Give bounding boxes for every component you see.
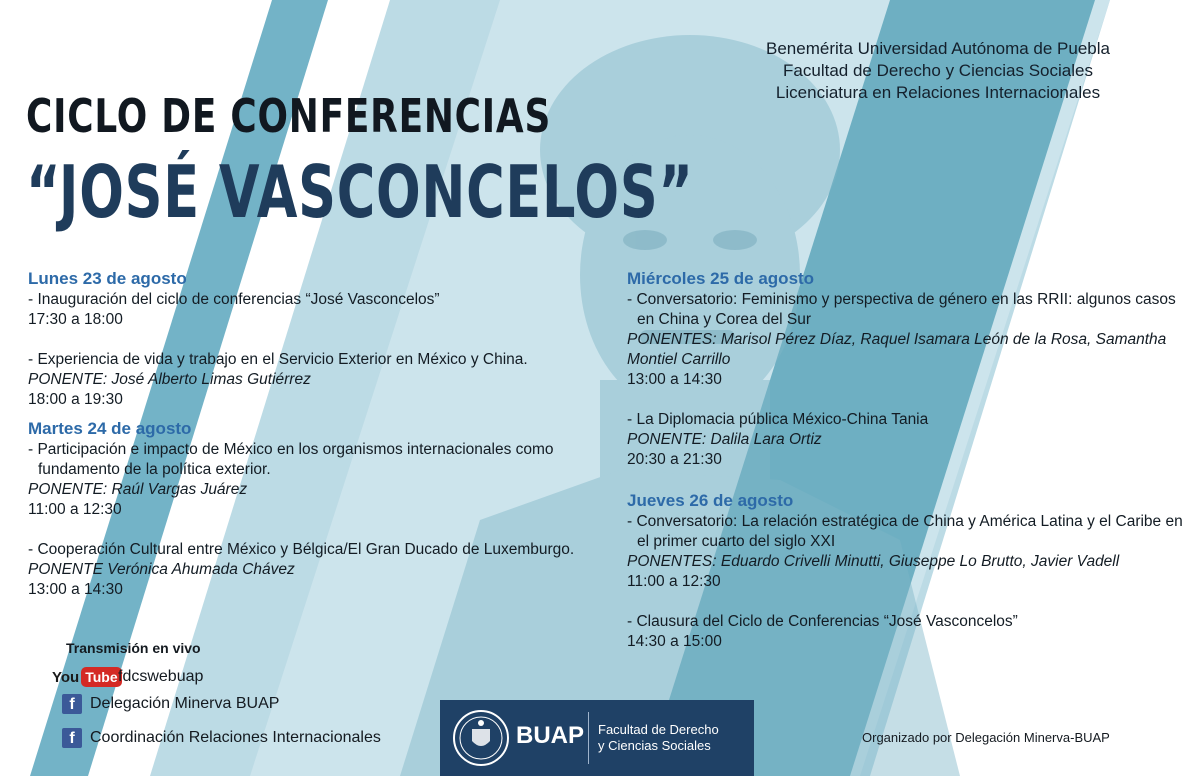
title-line-2: “JOSÉ VASCONCELOS” bbox=[26, 150, 694, 234]
day-block-miercoles bbox=[627, 268, 1187, 470]
talk-time: 20:30 a 21:30 bbox=[627, 451, 722, 468]
faculty-name: Facultad de Derecho y Ciencias Sociales bbox=[783, 61, 1093, 80]
talk-item bbox=[627, 410, 1187, 470]
organized-by: Organizado por Delegación Minerva-BUAP bbox=[862, 730, 1110, 745]
day-title: Lunes 23 de agosto bbox=[28, 269, 187, 288]
university-header bbox=[728, 38, 1148, 104]
day-block-lunes bbox=[28, 268, 613, 410]
facebook-icon: f bbox=[62, 694, 82, 714]
talk-title: - Clausura del Ciclo de Conferencias “José Vasconcelos” bbox=[627, 613, 1018, 630]
talk-speaker: PONENTE Verónica Ahumada Chávez bbox=[28, 561, 295, 578]
buap-seal-icon bbox=[452, 709, 510, 767]
schedule-left-column bbox=[28, 268, 613, 620]
schedule-right-column bbox=[627, 268, 1187, 672]
facebook-icon: f bbox=[62, 728, 82, 748]
footer-faculty-line: Facultad de Derecho bbox=[598, 722, 719, 737]
talk-title: - Conversatorio: Feminismo y perspectiva de género en las RRII: algunos casos en China y Corea del Sur bbox=[627, 291, 1176, 328]
talk-item bbox=[627, 290, 1187, 390]
talk-time: 18:00 a 19:30 bbox=[28, 391, 123, 408]
talk-speaker: PONENTE: Raúl Vargas Juárez bbox=[28, 481, 248, 498]
livestream-heading: Transmisión en vivo bbox=[66, 640, 201, 656]
facebook-page-name: Delegación Minerva BUAP bbox=[90, 695, 280, 712]
talk-title: - Inauguración del ciclo de conferencias “José Vasconcelos” bbox=[28, 291, 440, 308]
talk-time: 17:30 a 18:00 bbox=[28, 311, 123, 328]
talk-item bbox=[627, 612, 1187, 652]
talk-item bbox=[28, 540, 613, 600]
footer-divider bbox=[588, 712, 589, 764]
talk-title: - Participación e impacto de México en los organismos internacionales como fundamento de la política exterior. bbox=[28, 441, 554, 478]
youtube-logo[interactable] bbox=[52, 666, 122, 688]
footer-faculty-line: y Ciencias Sociales bbox=[598, 738, 711, 753]
day-block-jueves bbox=[627, 490, 1187, 652]
talk-time: 13:00 a 14:30 bbox=[28, 581, 123, 598]
talk-time: 11:00 a 12:30 bbox=[28, 501, 122, 518]
day-title: Miércoles 25 de agosto bbox=[627, 269, 815, 288]
talk-speaker: PONENTES: Eduardo Crivelli Minutti, Giuseppe Lo Brutto, Javier Vadell bbox=[627, 553, 1120, 570]
talk-item bbox=[28, 350, 613, 410]
talk-item bbox=[627, 512, 1187, 592]
talk-item bbox=[28, 440, 613, 520]
university-name: Benemérita Universidad Autónoma de Puebla bbox=[766, 39, 1110, 58]
talk-title: - Experiencia de vida y trabajo en el Servicio Exterior en México y China. bbox=[28, 351, 528, 368]
facebook-page-name: Coordinación Relaciones Internacionales bbox=[90, 729, 381, 746]
day-title: Martes 24 de agosto bbox=[28, 419, 192, 438]
facebook-link-delegacion[interactable] bbox=[62, 694, 279, 714]
facebook-link-coordinacion[interactable] bbox=[62, 728, 381, 748]
footer-faculty-name bbox=[598, 722, 719, 754]
day-title: Jueves 26 de agosto bbox=[627, 491, 794, 510]
talk-speaker: PONENTE: Dalila Lara Ortiz bbox=[627, 431, 822, 448]
title-line-1: CICLO DE CONFERENCIAS bbox=[26, 89, 552, 143]
talk-time: 11:00 a 12:30 bbox=[627, 573, 721, 590]
program-name: Licenciatura en Relaciones Internacionales bbox=[775, 83, 1101, 102]
day-block-martes bbox=[28, 418, 613, 600]
talk-title: - Conversatorio: La relación estratégica de China y América Latina y el Caribe en el primer cuarto del siglo XXI bbox=[627, 513, 1183, 550]
youtube-logo-tube: Tube bbox=[81, 667, 121, 687]
talk-speaker: PONENTES: Marisol Pérez Díaz, Raquel Isamara León de la Rosa, Samantha Montiel Carrillo bbox=[627, 331, 1167, 368]
youtube-logo-you: You bbox=[52, 668, 80, 686]
talk-title: - Cooperación Cultural entre México y Bélgica/El Gran Ducado de Luxemburgo. bbox=[28, 541, 575, 558]
talk-time: 13:00 a 14:30 bbox=[627, 371, 722, 388]
talk-title: - La Diplomacia pública México-China Tania bbox=[627, 411, 929, 428]
buap-logo-text: BUAP bbox=[516, 722, 585, 749]
youtube-handle-link[interactable]: fdcswebuap bbox=[118, 668, 204, 685]
talk-speaker: PONENTE: José Alberto Limas Gutiérrez bbox=[28, 371, 311, 388]
talk-item bbox=[28, 290, 613, 330]
talk-time: 14:30 a 15:00 bbox=[627, 633, 722, 650]
